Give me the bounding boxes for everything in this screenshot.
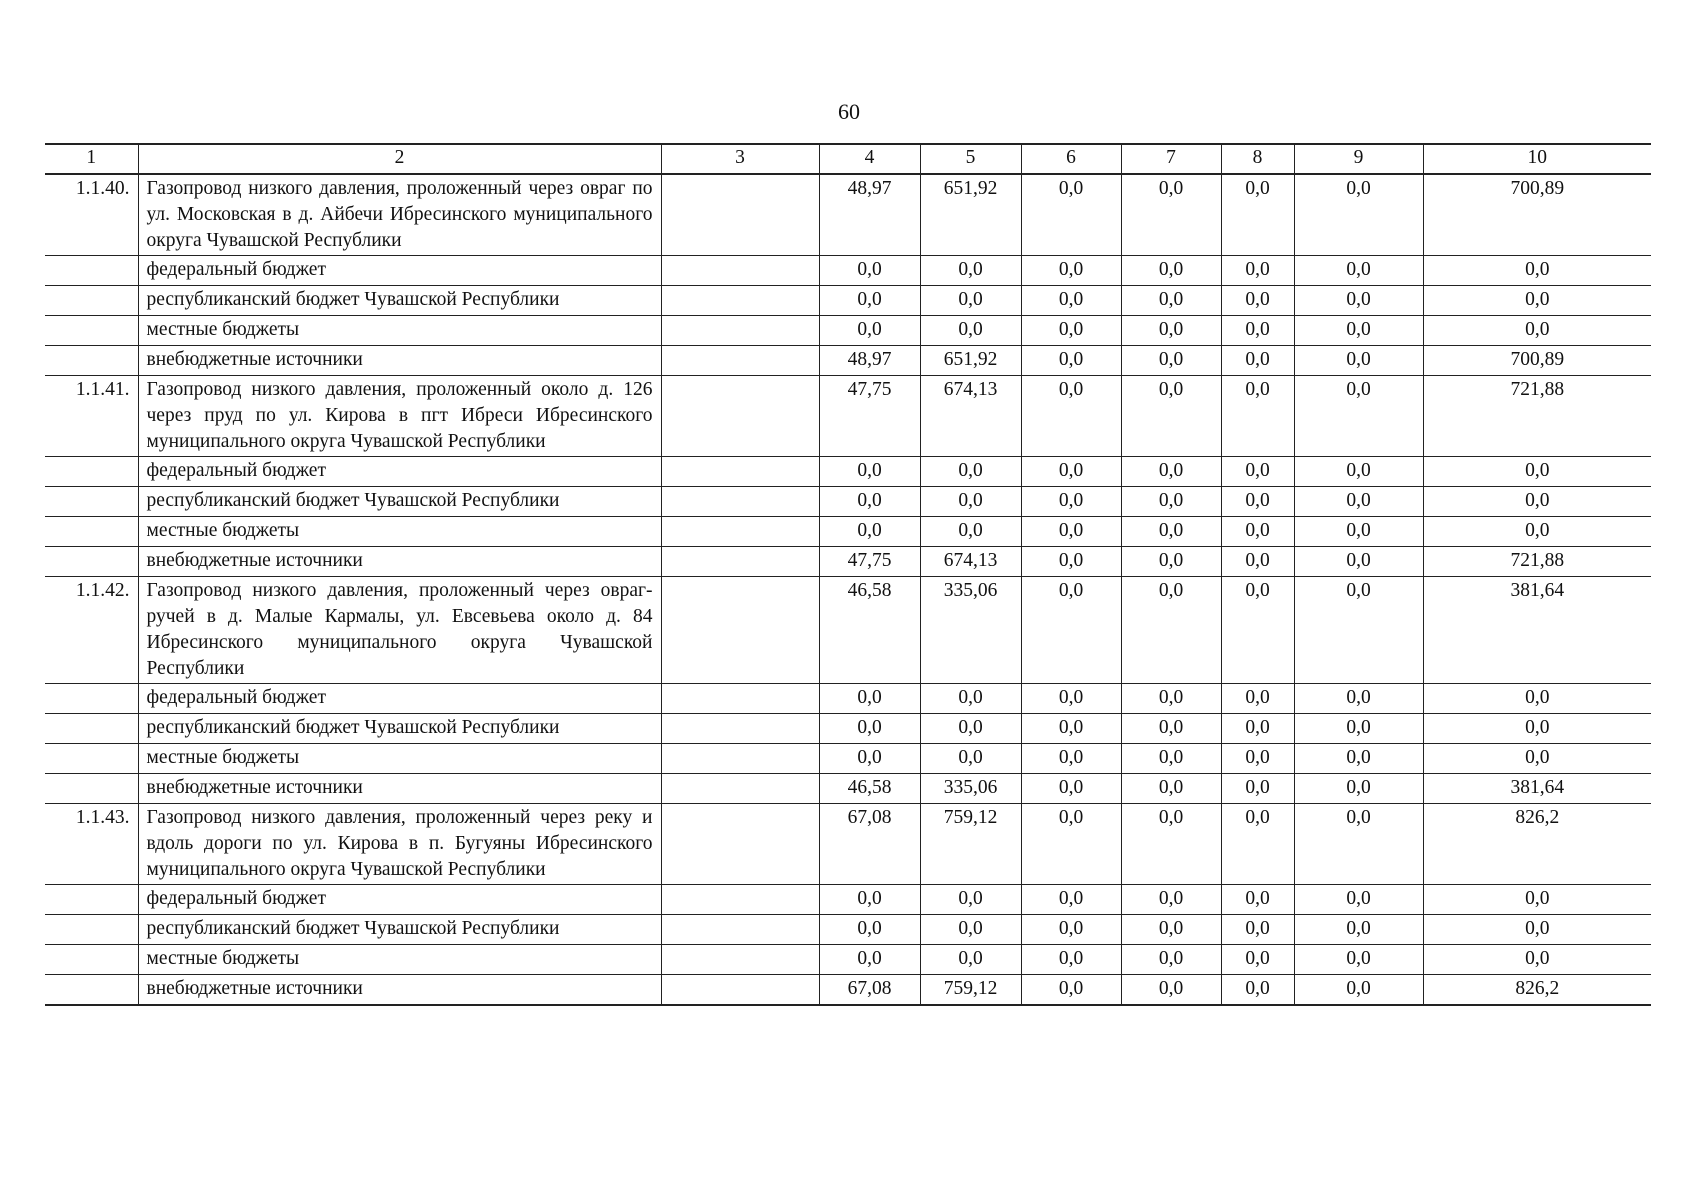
value-cell: 0,0: [1121, 547, 1221, 577]
funding-label: внебюджетные источники: [138, 774, 661, 804]
value-cell: 0,0: [1021, 174, 1121, 256]
item-title: Газопровод низкого давления, проложенный через овраг по ул. Московская в д. Айбечи Ибресинского муниципального округа Чувашской Республики: [138, 174, 661, 256]
empty-cell: [45, 714, 138, 744]
value-cell: 0,0: [920, 286, 1021, 316]
empty-cell: [661, 915, 819, 945]
empty-cell: [661, 804, 819, 885]
value-cell: 0,0: [920, 316, 1021, 346]
value-cell: 0,0: [1221, 316, 1294, 346]
value-cell: 0,0: [819, 945, 920, 975]
value-cell: 0,0: [1221, 487, 1294, 517]
value-cell: 335,06: [920, 577, 1021, 684]
empty-cell: [661, 286, 819, 316]
value-cell: 0,0: [1221, 346, 1294, 376]
funding-label: внебюджетные источники: [138, 547, 661, 577]
value-cell: 0,0: [1294, 684, 1423, 714]
value-cell: 0,0: [1021, 256, 1121, 286]
total-cell: 0,0: [1423, 684, 1651, 714]
funding-label: федеральный бюджет: [138, 457, 661, 487]
value-cell: 0,0: [1294, 744, 1423, 774]
total-cell: 826,2: [1423, 975, 1651, 1006]
value-cell: 0,0: [1121, 376, 1221, 457]
value-cell: 0,0: [1294, 517, 1423, 547]
funding-row: [45, 684, 1651, 714]
value-cell: 46,58: [819, 774, 920, 804]
value-cell: 0,0: [1121, 684, 1221, 714]
total-cell: 0,0: [1423, 915, 1651, 945]
empty-cell: [661, 684, 819, 714]
value-cell: 0,0: [819, 915, 920, 945]
value-cell: 759,12: [920, 804, 1021, 885]
value-cell: 0,0: [819, 286, 920, 316]
funding-row: [45, 945, 1651, 975]
value-cell: 0,0: [1294, 577, 1423, 684]
funding-label: федеральный бюджет: [138, 885, 661, 915]
funding-row: [45, 487, 1651, 517]
total-cell: 0,0: [1423, 316, 1651, 346]
value-cell: 0,0: [1221, 714, 1294, 744]
funding-row: [45, 714, 1651, 744]
value-cell: 0,0: [1021, 457, 1121, 487]
value-cell: 0,0: [1221, 517, 1294, 547]
value-cell: 759,12: [920, 975, 1021, 1006]
value-cell: 0,0: [920, 915, 1021, 945]
value-cell: 0,0: [1021, 577, 1121, 684]
value-cell: 0,0: [1121, 457, 1221, 487]
item-number: 1.1.42.: [45, 577, 138, 684]
item-number: 1.1.41.: [45, 376, 138, 457]
value-cell: 46,58: [819, 577, 920, 684]
value-cell: 0,0: [1021, 975, 1121, 1006]
column-header: 7: [1121, 144, 1221, 174]
value-cell: 47,75: [819, 376, 920, 457]
value-cell: 0,0: [1221, 286, 1294, 316]
value-cell: 0,0: [1021, 286, 1121, 316]
value-cell: 0,0: [1221, 547, 1294, 577]
value-cell: 0,0: [920, 885, 1021, 915]
total-cell: 700,89: [1423, 346, 1651, 376]
value-cell: 0,0: [1294, 915, 1423, 945]
funding-row: [45, 346, 1651, 376]
value-cell: 0,0: [1294, 804, 1423, 885]
value-cell: 0,0: [920, 256, 1021, 286]
item-title: Газопровод низкого давления, проложенный через реку и вдоль дороги по ул. Кирова в п. Бугуяны Ибресинского муниципального округа Чувашской Республики: [138, 804, 661, 885]
funding-row: [45, 457, 1651, 487]
total-cell: 0,0: [1423, 517, 1651, 547]
value-cell: 48,97: [819, 174, 920, 256]
value-cell: 0,0: [819, 457, 920, 487]
value-cell: 0,0: [1221, 744, 1294, 774]
empty-cell: [661, 256, 819, 286]
funding-row: [45, 286, 1651, 316]
value-cell: 0,0: [920, 457, 1021, 487]
value-cell: 0,0: [1294, 346, 1423, 376]
value-cell: 0,0: [1221, 915, 1294, 945]
table-body: [45, 174, 1651, 1005]
total-cell: 381,64: [1423, 774, 1651, 804]
value-cell: 0,0: [1021, 714, 1121, 744]
value-cell: 0,0: [1021, 885, 1121, 915]
value-cell: 0,0: [1021, 684, 1121, 714]
value-cell: 0,0: [920, 744, 1021, 774]
value-cell: 0,0: [920, 684, 1021, 714]
funding-row: [45, 316, 1651, 346]
value-cell: 0,0: [1294, 885, 1423, 915]
column-header: 9: [1294, 144, 1423, 174]
value-cell: 67,08: [819, 804, 920, 885]
value-cell: 48,97: [819, 346, 920, 376]
value-cell: 0,0: [1294, 376, 1423, 457]
funding-row: [45, 744, 1651, 774]
value-cell: 0,0: [1121, 885, 1221, 915]
value-cell: 0,0: [1294, 487, 1423, 517]
value-cell: 0,0: [1294, 975, 1423, 1006]
column-header: 10: [1423, 144, 1651, 174]
funding-label: внебюджетные источники: [138, 346, 661, 376]
value-cell: 0,0: [1021, 744, 1121, 774]
funding-label: федеральный бюджет: [138, 256, 661, 286]
value-cell: 0,0: [1121, 915, 1221, 945]
column-header: 1: [45, 144, 138, 174]
funding-label: местные бюджеты: [138, 945, 661, 975]
empty-cell: [661, 517, 819, 547]
empty-cell: [45, 945, 138, 975]
value-cell: 0,0: [1121, 316, 1221, 346]
value-cell: 0,0: [920, 714, 1021, 744]
empty-cell: [45, 547, 138, 577]
item-title: Газопровод низкого давления, проложенный около д. 126 через пруд по ул. Кирова в пгт Ибреси Ибресинского муниципального округа Чувашской Республики: [138, 376, 661, 457]
value-cell: 0,0: [819, 714, 920, 744]
value-cell: 0,0: [819, 316, 920, 346]
item-row: [45, 376, 1651, 457]
value-cell: 0,0: [1021, 346, 1121, 376]
funding-row: [45, 547, 1651, 577]
funding-label: федеральный бюджет: [138, 684, 661, 714]
item-row: [45, 174, 1651, 256]
empty-cell: [661, 577, 819, 684]
column-header: 3: [661, 144, 819, 174]
total-cell: 0,0: [1423, 487, 1651, 517]
value-cell: 0,0: [1021, 316, 1121, 346]
empty-cell: [661, 975, 819, 1006]
value-cell: 0,0: [1294, 316, 1423, 346]
value-cell: 0,0: [819, 487, 920, 517]
empty-cell: [661, 316, 819, 346]
total-cell: 826,2: [1423, 804, 1651, 885]
item-number: 1.1.43.: [45, 804, 138, 885]
empty-cell: [45, 915, 138, 945]
value-cell: 0,0: [1021, 487, 1121, 517]
item-row: [45, 577, 1651, 684]
value-cell: 0,0: [1121, 256, 1221, 286]
column-header: 4: [819, 144, 920, 174]
empty-cell: [45, 517, 138, 547]
value-cell: 0,0: [1021, 804, 1121, 885]
item-row: [45, 804, 1651, 885]
value-cell: 0,0: [1221, 945, 1294, 975]
total-cell: 381,64: [1423, 577, 1651, 684]
empty-cell: [661, 885, 819, 915]
budget-table: [45, 143, 1651, 1006]
empty-cell: [45, 487, 138, 517]
value-cell: 0,0: [1121, 174, 1221, 256]
value-cell: 0,0: [1221, 885, 1294, 915]
funding-row: [45, 517, 1651, 547]
value-cell: 0,0: [1021, 945, 1121, 975]
value-cell: 67,08: [819, 975, 920, 1006]
value-cell: 0,0: [819, 684, 920, 714]
empty-cell: [661, 547, 819, 577]
funding-label: местные бюджеты: [138, 744, 661, 774]
value-cell: 0,0: [1221, 457, 1294, 487]
total-cell: 0,0: [1423, 744, 1651, 774]
value-cell: 0,0: [1121, 577, 1221, 684]
value-cell: 0,0: [920, 487, 1021, 517]
funding-label: республиканский бюджет Чувашской Республики: [138, 915, 661, 945]
column-header: 6: [1021, 144, 1121, 174]
funding-label: республиканский бюджет Чувашской Республики: [138, 286, 661, 316]
total-cell: 721,88: [1423, 376, 1651, 457]
empty-cell: [45, 975, 138, 1006]
total-cell: 0,0: [1423, 714, 1651, 744]
column-header: 2: [138, 144, 661, 174]
value-cell: 0,0: [1221, 256, 1294, 286]
empty-cell: [45, 744, 138, 774]
value-cell: 0,0: [1294, 256, 1423, 286]
empty-cell: [45, 885, 138, 915]
empty-cell: [661, 457, 819, 487]
total-cell: 0,0: [1423, 885, 1651, 915]
total-cell: 0,0: [1423, 256, 1651, 286]
value-cell: 0,0: [1121, 744, 1221, 774]
value-cell: 0,0: [1221, 577, 1294, 684]
value-cell: 0,0: [819, 744, 920, 774]
value-cell: 0,0: [1021, 774, 1121, 804]
value-cell: 674,13: [920, 547, 1021, 577]
value-cell: 0,0: [1021, 915, 1121, 945]
funding-row: [45, 774, 1651, 804]
value-cell: 0,0: [1121, 714, 1221, 744]
empty-cell: [45, 316, 138, 346]
value-cell: 0,0: [1021, 376, 1121, 457]
column-header: 8: [1221, 144, 1294, 174]
funding-label: местные бюджеты: [138, 517, 661, 547]
total-cell: 700,89: [1423, 174, 1651, 256]
empty-cell: [661, 376, 819, 457]
total-cell: 0,0: [1423, 457, 1651, 487]
value-cell: 0,0: [1221, 376, 1294, 457]
value-cell: 0,0: [1121, 517, 1221, 547]
funding-label: республиканский бюджет Чувашской Республики: [138, 487, 661, 517]
value-cell: 0,0: [1294, 174, 1423, 256]
empty-cell: [661, 346, 819, 376]
value-cell: 0,0: [1121, 804, 1221, 885]
value-cell: 0,0: [1294, 547, 1423, 577]
value-cell: 0,0: [1121, 774, 1221, 804]
empty-cell: [661, 487, 819, 517]
value-cell: 0,0: [920, 945, 1021, 975]
funding-label: местные бюджеты: [138, 316, 661, 346]
value-cell: 0,0: [1294, 714, 1423, 744]
empty-cell: [45, 774, 138, 804]
item-title: Газопровод низкого давления, проложенный через овраг-ручей в д. Малые Кармалы, ул. Евсевьева около д. 84 Ибресинского муниципального округа Чувашской Республики: [138, 577, 661, 684]
value-cell: 0,0: [1121, 945, 1221, 975]
total-cell: 721,88: [1423, 547, 1651, 577]
value-cell: 0,0: [920, 517, 1021, 547]
value-cell: 0,0: [819, 885, 920, 915]
funding-row: [45, 256, 1651, 286]
value-cell: 0,0: [1294, 457, 1423, 487]
empty-cell: [661, 774, 819, 804]
empty-cell: [45, 684, 138, 714]
empty-cell: [45, 286, 138, 316]
value-cell: 0,0: [819, 256, 920, 286]
column-header: 5: [920, 144, 1021, 174]
value-cell: 0,0: [1294, 774, 1423, 804]
value-cell: 335,06: [920, 774, 1021, 804]
value-cell: 0,0: [1294, 286, 1423, 316]
empty-cell: [45, 346, 138, 376]
value-cell: 0,0: [1021, 517, 1121, 547]
total-cell: 0,0: [1423, 945, 1651, 975]
empty-cell: [661, 174, 819, 256]
value-cell: 0,0: [1121, 346, 1221, 376]
value-cell: 0,0: [1221, 684, 1294, 714]
funding-label: республиканский бюджет Чувашской Республики: [138, 714, 661, 744]
total-cell: 0,0: [1423, 286, 1651, 316]
item-number: 1.1.40.: [45, 174, 138, 256]
value-cell: 0,0: [1221, 774, 1294, 804]
value-cell: 0,0: [1221, 975, 1294, 1006]
funding-label: внебюджетные источники: [138, 975, 661, 1006]
funding-row: [45, 915, 1651, 945]
value-cell: 0,0: [1121, 487, 1221, 517]
funding-row: [45, 975, 1651, 1006]
column-header-row: [45, 144, 1651, 174]
value-cell: 0,0: [1221, 804, 1294, 885]
page-number: 60: [838, 99, 860, 124]
value-cell: 0,0: [1221, 174, 1294, 256]
empty-cell: [661, 945, 819, 975]
value-cell: 0,0: [1121, 286, 1221, 316]
empty-cell: [661, 744, 819, 774]
empty-cell: [661, 714, 819, 744]
funding-row: [45, 885, 1651, 915]
value-cell: 651,92: [920, 174, 1021, 256]
value-cell: 651,92: [920, 346, 1021, 376]
empty-cell: [45, 457, 138, 487]
empty-cell: [45, 256, 138, 286]
value-cell: 674,13: [920, 376, 1021, 457]
value-cell: 0,0: [1121, 975, 1221, 1006]
value-cell: 0,0: [1021, 547, 1121, 577]
value-cell: 0,0: [1294, 945, 1423, 975]
value-cell: 47,75: [819, 547, 920, 577]
value-cell: 0,0: [819, 517, 920, 547]
